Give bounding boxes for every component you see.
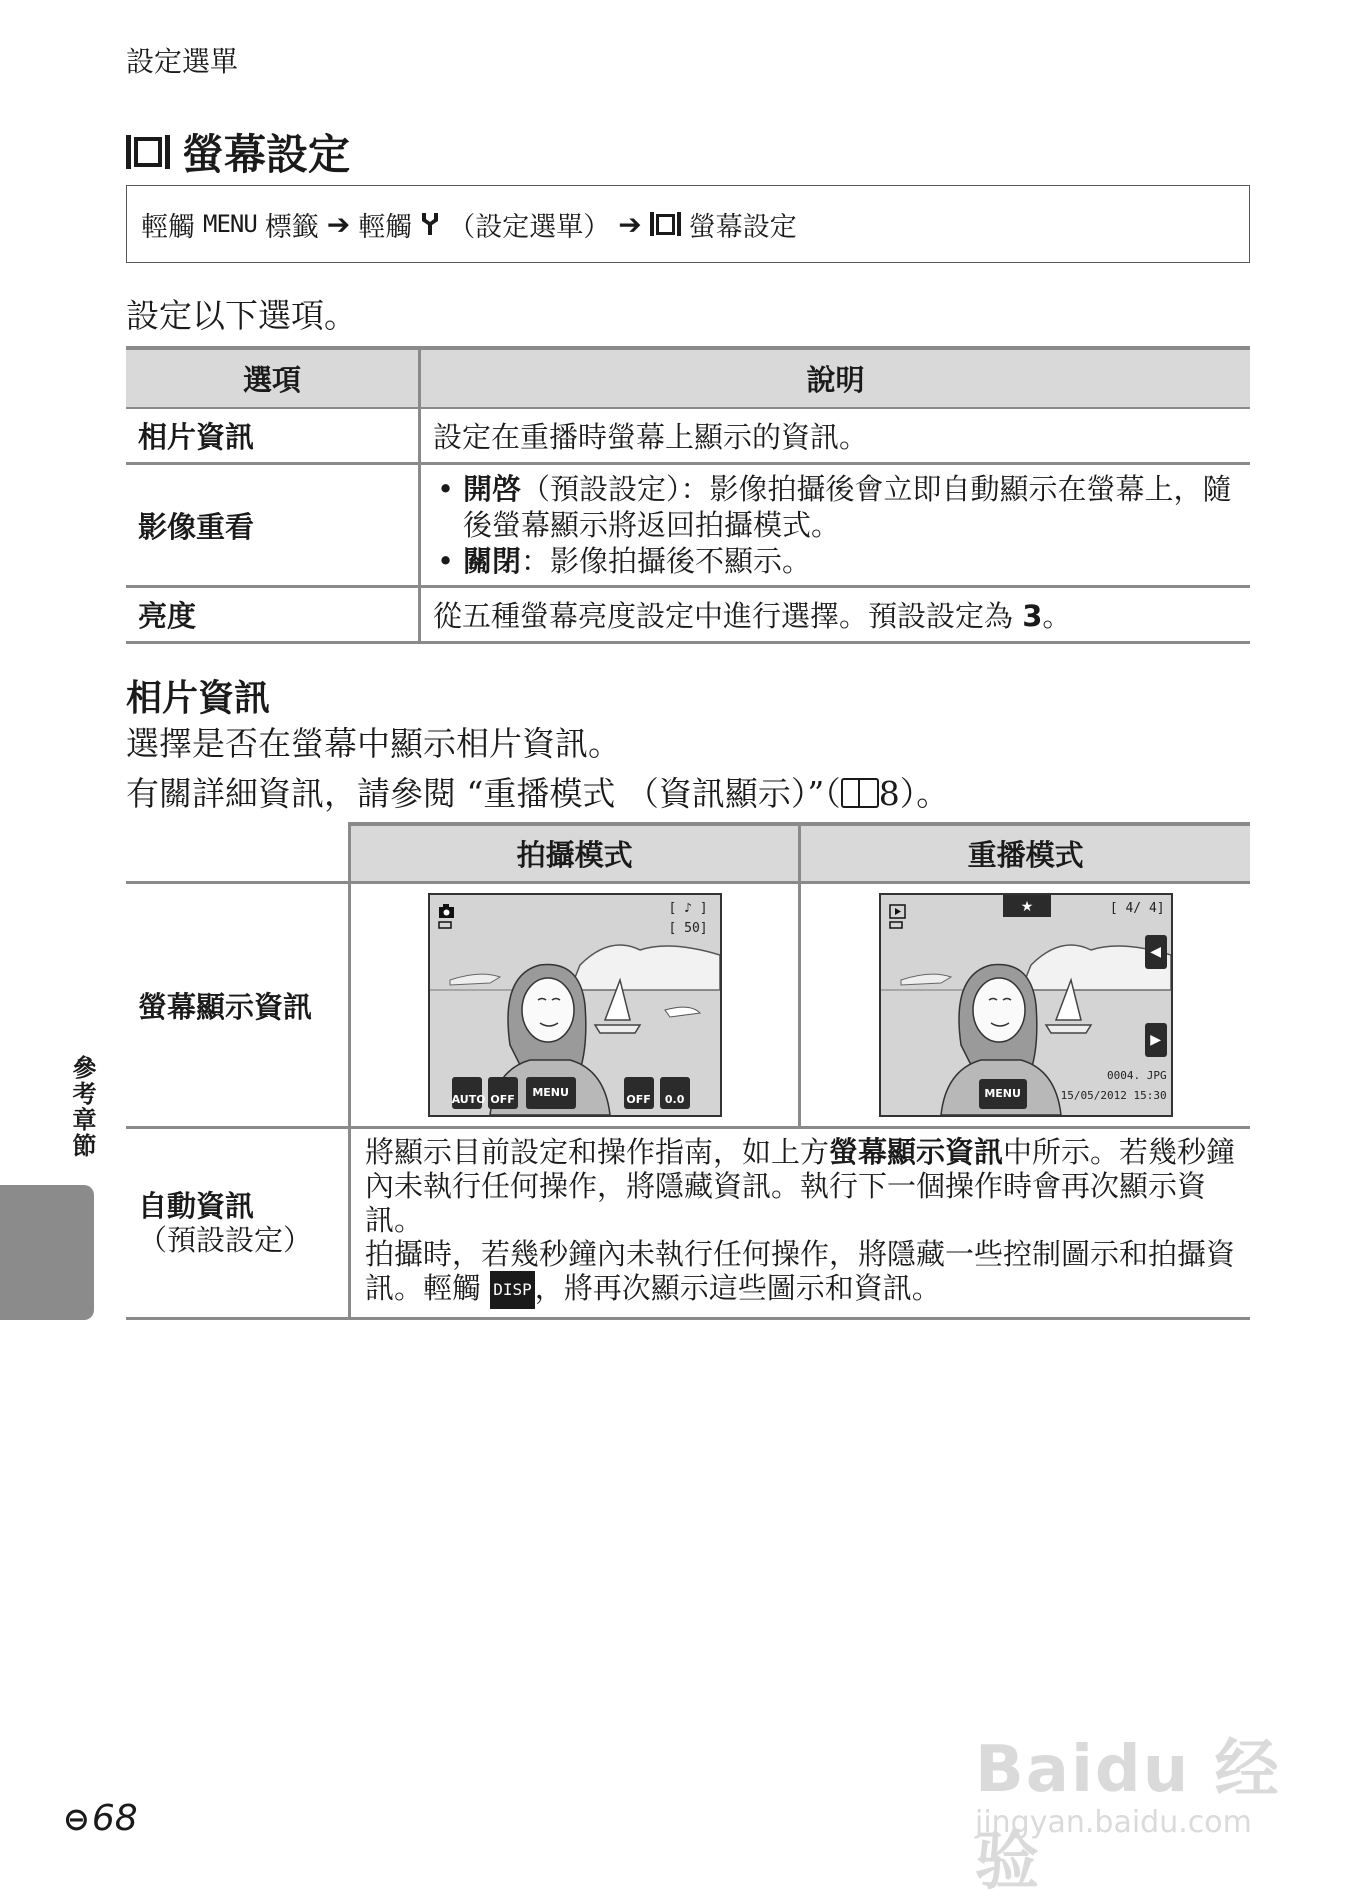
option-name: 相片資訊 [126,408,420,464]
running-header: 設定選單 [126,45,239,78]
book-icon [841,778,879,808]
desc-bold: 螢幕顯示資訊 [829,1135,1004,1169]
bullet-text: （預設設定）：影像拍攝後會立即自動顯示在螢幕上，隨後螢幕顯示將返回拍攝模式。 [463,472,1232,542]
auto-info-description [350,1128,1251,1319]
menu-button[interactable]: MENU [979,1079,1027,1109]
option-name: 亮度 [126,587,420,643]
shooting-screen-cell [350,883,800,1128]
previous-image-button[interactable]: ◀ [1145,935,1167,969]
image-counter: [ 4/ 4] [1109,901,1165,916]
watermark-logo [975,1700,1305,1899]
title-row [126,122,350,182]
header-shooting-mode: 拍攝模式 [350,824,800,883]
next-image-button[interactable]: ▶ [1145,1023,1167,1057]
side-chapter-label: 參考章節 [68,1055,96,1159]
svg-text:★: ★ [1020,899,1033,915]
desc-text: 將顯示目前設定和操作指南，如上方 [365,1135,830,1169]
watermark-sub: jingyan.baidu.com [975,1805,1252,1840]
nav-tap2: 輕觸 [358,211,413,243]
arrow-right-icon: ➔ [326,207,351,241]
table-row [126,883,1250,1128]
row-label [126,1128,350,1319]
option-description [420,464,1251,587]
bullet-item [463,543,1238,579]
reference-section-icon: ⊖ [63,1799,90,1838]
shooting-screen-image [428,893,722,1117]
section-desc-ref [126,768,949,815]
table-header-row [126,824,1250,883]
header-blank [126,824,350,883]
desc-paragraph [365,1135,1238,1237]
nav-menu-word: MENU [203,210,257,238]
ref-text: 有關詳細資訊，請參閱 “重播模式 （資訊顯示）”（ [126,774,841,813]
macro-button[interactable]: OFF [624,1077,654,1109]
desc-text: 中所示。若幾秒鐘內未執行任何操作，將隱藏資訊。執行下一個操作時會再次顯示資訊。 [365,1135,1236,1237]
header-description: 說明 [420,348,1251,408]
side-chapter-tab [0,1185,94,1320]
option-description [420,587,1251,643]
playback-icon [889,903,907,931]
header-playback-mode: 重播模式 [800,824,1250,883]
watermark-main: Baidu 经验 [975,1733,1281,1899]
nav-target: 螢幕設定 [688,211,797,243]
desc-bold: 3 [1022,599,1043,633]
arrow-right-icon: ➔ [618,207,642,241]
table-row [126,408,1250,464]
header-option: 選項 [126,348,420,408]
bullet-bold: 開啓 [463,472,522,506]
bullet-bold: 關閉 [463,544,522,578]
monitor-settings-icon [650,212,681,236]
monitor-settings-icon [126,135,170,169]
desc-paragraph [365,1237,1238,1309]
intro-text: 設定以下選項。 [126,296,357,335]
option-description: 設定在重播時螢幕上顯示的資訊。 [420,408,1251,464]
desc-text: 從五種螢幕亮度設定中進行選擇。預設設定為 [433,599,1023,633]
flash-mode-button[interactable]: AUTO [452,1077,482,1109]
self-timer-button[interactable]: OFF [488,1077,518,1109]
nav-setup-menu: （設定選單） [448,211,611,243]
nav-tab: 標籤 [264,211,319,243]
desc-text: 拍攝時，若幾秒鐘內未執行任何操作，將隱藏一些控制圖示和拍攝資訊。輕觸 [365,1237,1236,1305]
table-row [126,587,1250,643]
exposure-compensation-button[interactable]: 0.0 [660,1077,690,1109]
ref-text: ）。 [899,774,950,813]
table-header-row [126,348,1250,408]
ref-page: 8 [878,774,900,813]
section-desc: 選擇是否在螢幕中顯示相片資訊。 [126,724,621,763]
camera-icon [438,903,456,931]
page-title: 螢幕設定 [182,130,351,179]
bullet-item [463,471,1238,543]
menu-button[interactable]: MENU [526,1077,576,1109]
shooting-top-info: [ ♪ ] [668,901,708,916]
desc-text: 。 [1042,599,1072,633]
table-row [126,464,1250,587]
playback-screen-cell [800,883,1250,1128]
page-number [63,1798,138,1839]
bullet-text: ：影像拍攝後不顯示。 [521,544,812,578]
table-row [126,1128,1250,1319]
section-title: 相片資訊 [126,678,271,719]
row-label-line1: 自動資訊 [138,1189,255,1223]
navigation-path [126,185,1250,263]
option-name: 影像重看 [126,464,420,587]
playback-screen-image [879,893,1173,1117]
modes-table [126,822,1250,1320]
disp-icon: DISP [490,1271,535,1309]
page-number-value: 68 [91,1798,138,1839]
desc-text: ，將再次顯示這些圖示和資訊。 [534,1271,941,1305]
wrench-icon [420,211,440,237]
row-label-line2: （預設設定） [138,1223,313,1257]
row-label: 螢幕顯示資訊 [126,883,350,1128]
nav-tap: 輕觸 [141,211,195,243]
options-table [126,346,1250,644]
date-time: 15/05/2012 15:30 [1060,1089,1167,1102]
file-name: 0004. JPG [1107,1069,1167,1082]
shots-remaining: [ 50] [668,921,708,936]
